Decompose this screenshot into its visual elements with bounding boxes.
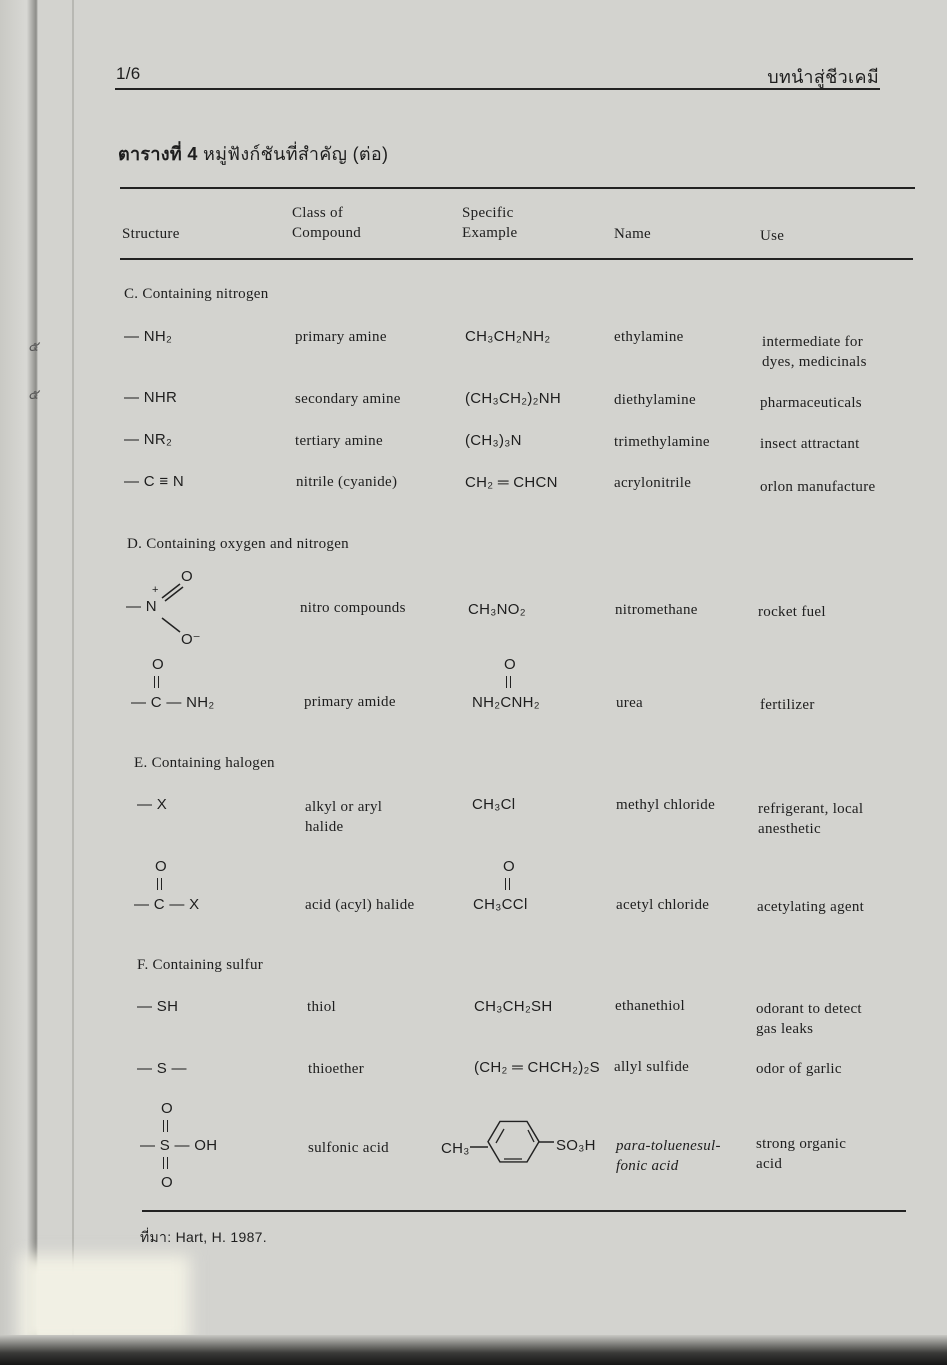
name: trimethylamine — [614, 434, 710, 450]
double-bond — [163, 1157, 168, 1169]
class: alkyl or aryl halide — [305, 799, 383, 835]
name: urea — [616, 695, 644, 711]
table-bottom-rule — [142, 1210, 906, 1212]
class: tertiary amine — [295, 433, 383, 449]
class: primary amine — [295, 329, 387, 345]
structure: — N — [126, 598, 157, 615]
structure: — X — [137, 796, 168, 813]
use: odorant to detect gas leaks — [756, 1001, 862, 1037]
example: CH₂ ═ CHCN — [465, 474, 558, 491]
table-title — [118, 139, 388, 168]
use: rocket fuel — [758, 604, 826, 620]
class: thiol — [307, 999, 337, 1015]
structure: — NR₂ — [124, 431, 173, 448]
use: acetylating agent — [757, 899, 865, 915]
class: sulfonic acid — [308, 1140, 389, 1156]
class: primary amide — [304, 694, 396, 710]
example: CH₃CH₂NH₂ — [465, 328, 551, 345]
use: orlon manufacture — [760, 479, 876, 495]
page-fold — [72, 0, 74, 1365]
margin-note: ๕ — [28, 340, 39, 355]
benzene-ring-icon — [470, 1118, 560, 1168]
name: diethylamine — [614, 392, 696, 408]
col-name: Name — [614, 226, 652, 242]
class: acid (acyl) halide — [305, 897, 415, 913]
class: nitrile (cyanide) — [296, 474, 398, 490]
structure-oxygen: O — [152, 656, 164, 673]
running-title: บทนำสู่ชีวเคมี — [767, 67, 879, 87]
use: intermediate for dyes, medicinals — [762, 334, 867, 370]
table-top-rule — [120, 187, 915, 189]
col-structure: Structure — [122, 226, 180, 242]
header-rule — [115, 88, 880, 90]
example: CH₃NO₂ — [468, 601, 526, 618]
structure-oxygen: O⁻ — [181, 631, 201, 648]
example-methyl: CH₃ — [441, 1140, 470, 1157]
structure: — S — OH — [140, 1137, 218, 1154]
table-label: ตารางที่ 4 — [118, 144, 198, 164]
name: acrylonitrile — [614, 475, 692, 491]
page-edge — [0, 0, 38, 1365]
double-bond — [505, 878, 510, 890]
structure: — NHR — [124, 389, 178, 406]
table-header-rule — [120, 258, 913, 260]
name: allyl sulfide — [614, 1059, 690, 1075]
double-bond — [506, 676, 511, 688]
example-oxygen: O — [504, 656, 516, 673]
structure-charge: + — [152, 584, 159, 596]
use: fertilizer — [760, 697, 815, 713]
name: ethanethiol — [615, 998, 685, 1014]
structure: — C — X — [134, 896, 200, 913]
class: nitro compounds — [300, 600, 406, 616]
name: para-toluenesul- fonic acid — [616, 1138, 721, 1174]
footnote-source: ที่มา: Hart, H. 1987. — [140, 1229, 267, 1245]
bond-lines — [150, 578, 190, 638]
double-bond — [154, 676, 159, 688]
class: thioether — [308, 1061, 365, 1077]
section-c: C. Containing nitrogen — [124, 286, 269, 302]
structure: — SH — [137, 998, 179, 1015]
structure: — C ≡ N — [124, 473, 185, 490]
section-e: E. Containing halogen — [134, 755, 275, 771]
structure-oxygen: O — [161, 1100, 173, 1117]
use: pharmaceuticals — [760, 395, 862, 411]
structure-oxygen: O — [161, 1174, 173, 1191]
example: (CH₃)₃N — [465, 432, 522, 449]
structure-oxygen: O — [181, 568, 193, 585]
example: CH₃CCl — [473, 896, 528, 913]
page-number: 1/6 — [116, 64, 141, 83]
col-example: Specific Example — [462, 205, 518, 241]
name: acetyl chloride — [616, 897, 710, 913]
use: strong organic acid — [756, 1136, 847, 1172]
page-bottom-shadow — [0, 1335, 947, 1365]
col-class: Class of Compound — [292, 205, 362, 241]
name: ethylamine — [614, 329, 684, 345]
example-oxygen: O — [503, 858, 515, 875]
example: CH₃CH₂SH — [474, 998, 553, 1015]
example: NH₂CNH₂ — [472, 694, 540, 711]
structure: — S — — [137, 1060, 187, 1077]
example-sulfonyl: SO₃H — [556, 1137, 596, 1154]
table-caption: หมู่ฟังก์ชันที่สำคัญ (ต่อ) — [202, 144, 389, 164]
use: refrigerant, local anesthetic — [758, 801, 864, 837]
name: nitromethane — [615, 602, 698, 618]
structure: — C — NH₂ — [131, 694, 215, 711]
margin-note: ๕ — [28, 388, 39, 403]
example: (CH₃CH₂)₂NH — [465, 390, 562, 407]
use: insect attractant — [760, 436, 860, 452]
example: (CH₂ ═ CHCH₂)₂S — [474, 1059, 600, 1076]
double-bond — [163, 1120, 168, 1132]
section-d: D. Containing oxygen and nitrogen — [127, 536, 349, 552]
structure: — NH₂ — [124, 328, 173, 345]
col-use: Use — [760, 228, 785, 244]
use: odor of garlic — [756, 1061, 842, 1077]
example: CH₃Cl — [472, 796, 516, 813]
double-bond — [157, 878, 162, 890]
name: methyl chloride — [616, 797, 716, 813]
light-glare — [20, 1255, 190, 1345]
class: secondary amine — [295, 391, 401, 407]
structure-oxygen: O — [155, 858, 167, 875]
section-f: F. Containing sulfur — [137, 957, 264, 973]
